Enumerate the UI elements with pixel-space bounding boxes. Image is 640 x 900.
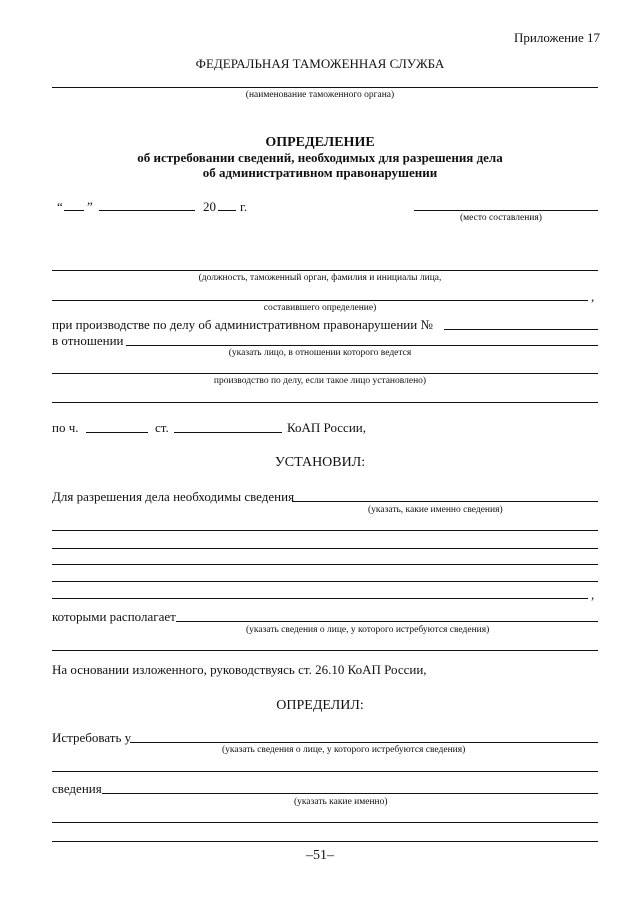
official-comma: , [591,289,595,304]
regarding-line [126,345,598,346]
document-subtitle-line1: об истребовании сведений, необходимых для разрешения дела [137,150,503,165]
needed-info-line-3 [52,548,598,549]
needed-info-line [292,501,598,502]
official-line-2 [52,300,588,301]
page-number: –51– [306,848,334,863]
needed-info-line-5 [52,581,598,582]
appendix-label: Приложение 17 [514,30,601,45]
request-from-line [130,742,598,743]
document-title: ОПРЕДЕЛЕНИЕ [265,135,375,150]
needed-info-line-6 [52,598,588,599]
official-hint-1: (должность, таможенный орган, фамилия и инициалы лица, [198,273,442,283]
regarding-hint-2: производство по делу, если такое лицо установлено) [213,376,427,386]
date-quote-open: “ [57,199,63,214]
agency-name: ФЕДЕРАЛЬНАЯ ТАМОЖЕННАЯ СЛУЖБА [195,56,445,71]
holder-hint: (указать сведения о лице, у которого истребуются сведения) [246,625,490,635]
needed-info-comma: , [591,587,595,602]
article-field-line [174,432,282,433]
date-quote-close: ” [87,199,93,214]
part-field-line [86,432,148,433]
year-suffix: г. [240,199,248,214]
document-subtitle-line2: об административном правонарушении [202,165,438,180]
official-hint-2: составившего определение) [263,303,377,313]
article-label: ст. [155,420,169,435]
info-label: сведения [52,781,102,796]
legal-basis-text: На основании изложенного, руководствуясь ст. 26.10 КоАП России, [52,662,427,677]
case-number-line [444,329,598,330]
part-label: по ч. [52,420,79,435]
request-from-line-2 [52,771,598,772]
code-label: КоАП России, [287,420,366,435]
day-field-line [64,210,84,211]
established-heading: УСТАНОВИЛ: [274,455,366,470]
place-hint: (место составления) [460,213,542,223]
needed-info-hint: (указать, какие именно сведения) [368,505,503,515]
regarding-line-2 [52,373,598,374]
needed-info-line-2 [52,530,598,531]
year-field-line [218,210,236,211]
info-line-2 [52,822,598,823]
customs-authority-hint: (наименование таможенного органа) [245,90,395,100]
needed-info-label: Для разрешения дела необходимы сведения [52,489,295,504]
month-field-line [99,210,195,211]
official-line-1 [52,270,598,271]
request-from-hint: (указать сведения о лице, у которого истребуются сведения) [222,745,466,755]
info-hint: (указать какие именно) [294,797,388,807]
year-prefix: 20 [203,199,216,214]
regarding-label: в отношении [52,333,124,348]
customs-authority-line [52,87,598,88]
place-field-line [414,210,598,211]
request-from-label: Истребовать у [52,730,132,745]
needed-info-line-4 [52,564,598,565]
regarding-hint-1: (указать лицо, в отношении которого ведется [228,348,412,358]
info-line [102,793,598,794]
regarding-line-3 [52,402,598,403]
info-line-3 [52,841,598,842]
holder-line-2 [52,650,598,651]
holder-line [176,621,598,622]
case-number-label: при производстве по делу об административном правонарушении № [52,317,433,332]
holder-label: которыми располагает [52,609,176,624]
decided-heading: ОПРЕДЕЛИЛ: [276,698,364,713]
